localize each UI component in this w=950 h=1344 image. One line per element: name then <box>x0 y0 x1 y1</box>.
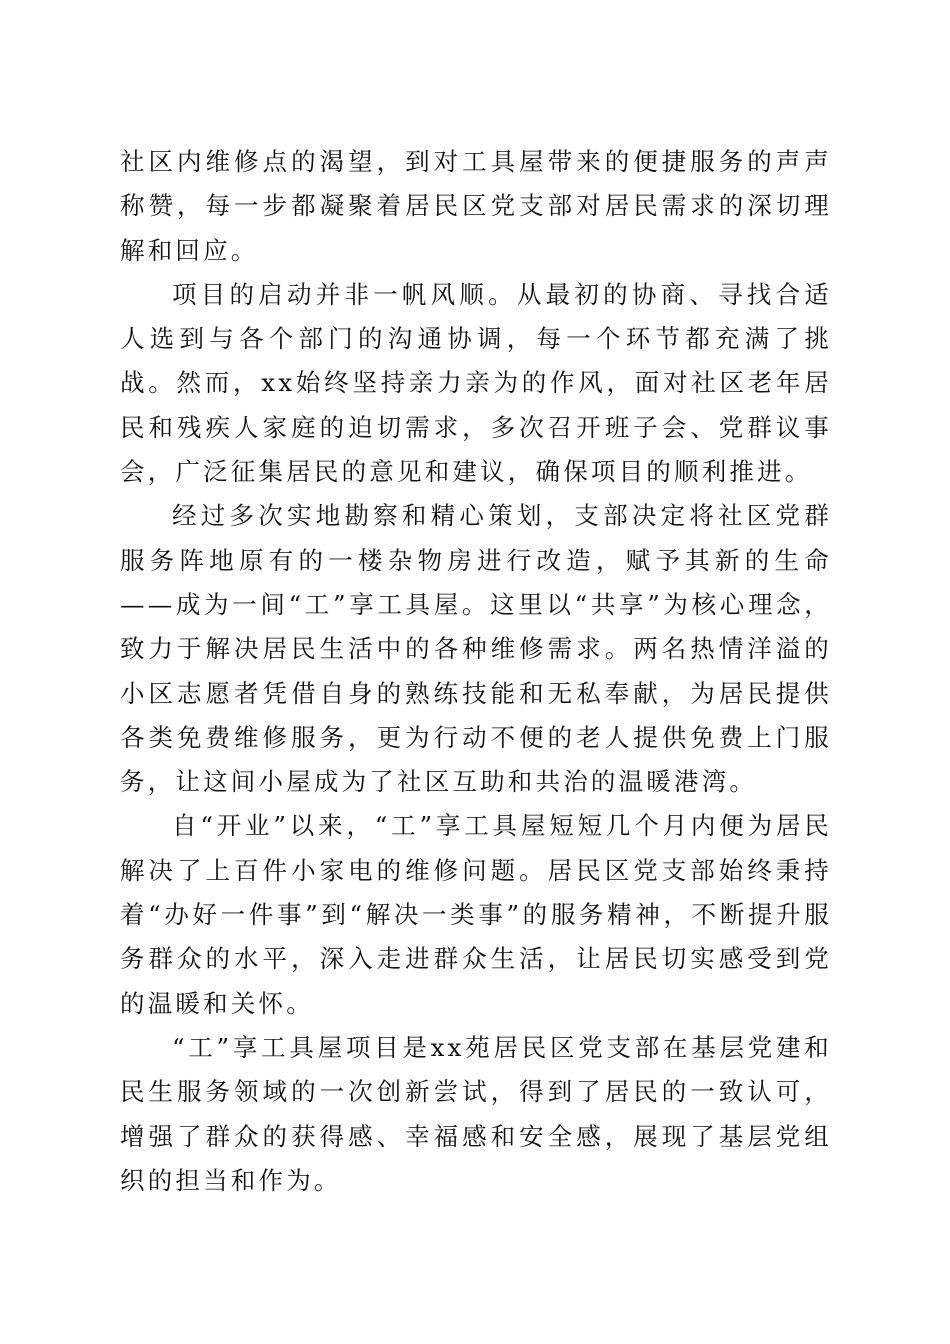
paragraph-project-launch: 项目的启动并非一帆风顺。从最初的协商、寻找合适人选到与各个部门的沟通协调，每一个环节都充满了挑战。然而，xx始终坚持亲力亲为的作风，面对社区老年居民和残疾人家庭的迫切需求，多次召开班子会、党群议事会，广泛征集居民的意见和建议，确保项目的顺利推进。 <box>120 279 832 487</box>
paragraph-results: 自“开业”以来，“工”享工具屋短短几个月内便为居民解决了上百件小家电的维修问题。居民区党支部始终秉持着“办好一件事”到“解决一类事”的服务精神，不断提升服务群众的水平，深入走进群众生活，让居民切实感受到党的温暖和关怀。 <box>120 811 832 1018</box>
paragraph-conclusion: “工”享工具屋项目是xx苑居民区党支部在基层党建和民生服务领域的一次创新尝试，得到了居民的一致认可，增强了群众的获得感、幸福感和安全感，展现了基层党组织的担当和作为。 <box>120 1032 832 1195</box>
document-body <box>120 140 832 1203</box>
paragraph-continuation: 社区内维修点的渴望，到对工具屋带来的便捷服务的声声称赞，每一步都凝聚着居民区党支部对居民需求的深切理解和回应。 <box>120 147 832 265</box>
paragraph-renovation: 经过多次实地勘察和精心策划，支部决定将社区党群服务阵地原有的一楼杂物房进行改造，赋予其新的生命——成为一间“工”享工具屋。这里以“共享”为核心理念，致力于解决居民生活中的各种维修需求。两名热情洋溢的小区志愿者凭借自身的熟练技能和无私奉献，为居民提供各类免费维修服务，更为行动不便的老人提供免费上门服务，让这间小屋成为了社区互助和共治的温暖港湾。 <box>120 501 832 797</box>
